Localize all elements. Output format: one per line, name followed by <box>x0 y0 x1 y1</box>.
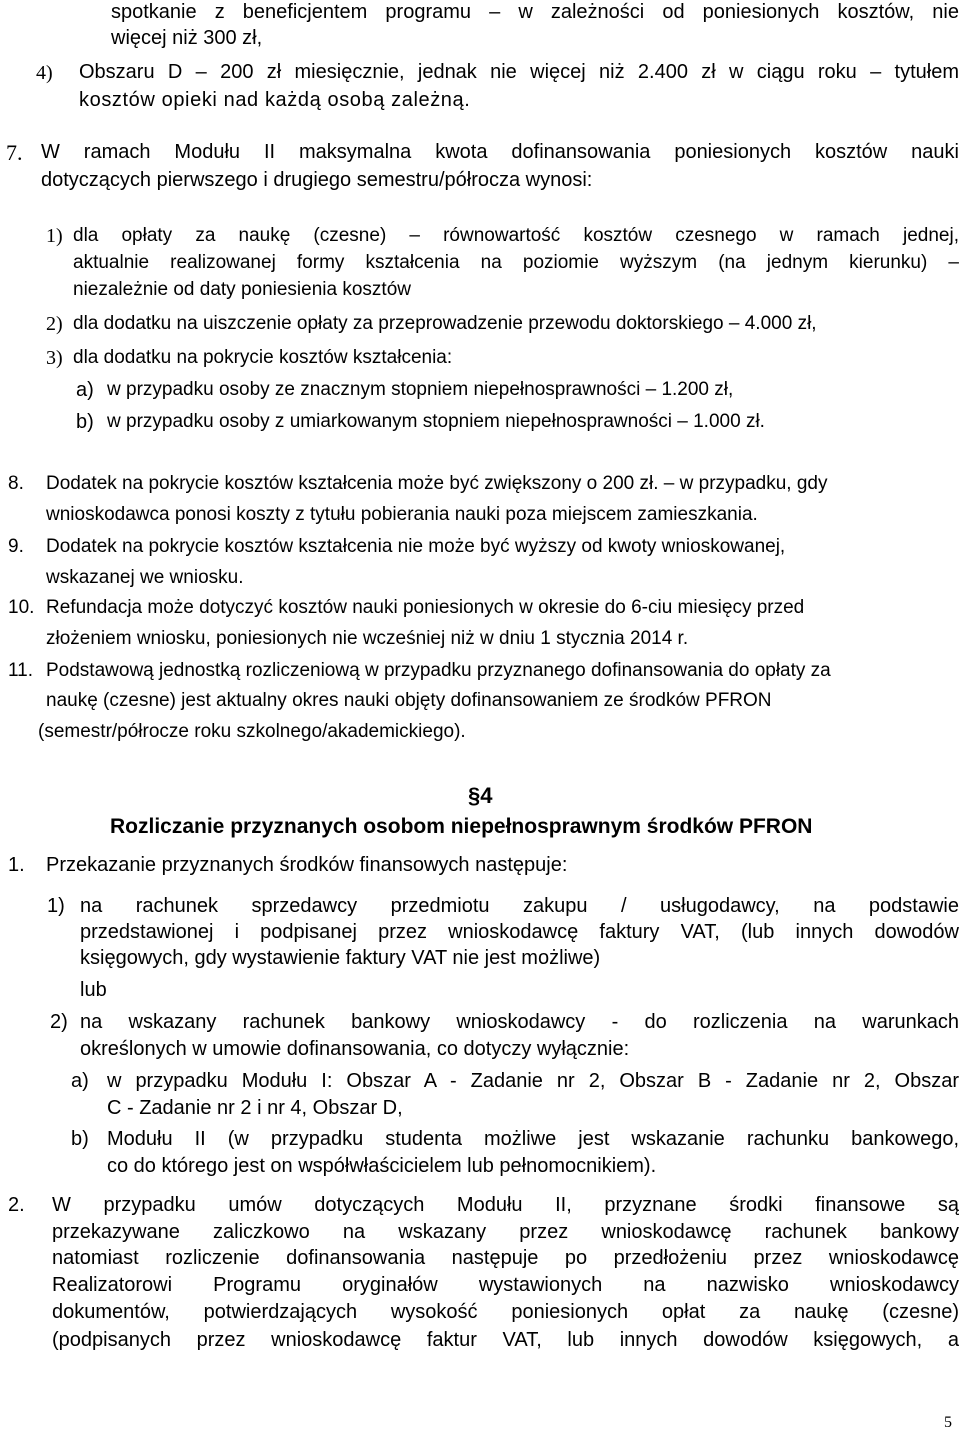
list-letter: b) <box>76 411 94 433</box>
text-line: Obszaru D – 200 zł miesięcznie, jednak nie więcej niż 2.400 zł w ciągu roku – tytułem <box>79 61 959 83</box>
list-number: 7. <box>6 140 23 165</box>
text-line: przekazywane zaliczkowo na wskazany przez wnioskodawcę rachunek bankowy <box>52 1221 959 1243</box>
section-title: Rozliczanie przyznanych osobom niepełnosprawnym środków PFRON <box>110 815 813 838</box>
list-number: 1) <box>46 225 63 247</box>
list-number: 3) <box>46 347 63 369</box>
text-line: Podstawową jednostką rozliczeniową w przypadku przyznanego dofinansowania do opłaty za <box>46 660 831 681</box>
list-number: 1) <box>47 895 65 917</box>
text-line: W przypadku umów dotyczących Modułu II, przyznane środki finansowe są <box>52 1194 959 1216</box>
text-line: w przypadku Modułu I: Obszar A - Zadanie nr 2, Obszar B - Zadanie nr 2, Obszar <box>107 1070 959 1092</box>
text-line: Dodatek na pokrycie kosztów kształcenia nie może być wyższy od kwoty wnioskowanej, <box>46 536 786 557</box>
text-line: przedstawionej i podpisanej przez wnioskodawcę faktury VAT, (lub innych dowodów <box>80 921 959 943</box>
text-line: na wskazany rachunek bankowy wnioskodawcy - do rozliczenia na warunkach <box>80 1011 959 1033</box>
list-number: 11. <box>8 660 34 681</box>
page-number: 5 <box>944 1414 952 1431</box>
text-line: Przekazanie przyznanych środków finansowych następuje: <box>46 854 568 876</box>
list-number: 2) <box>50 1011 68 1033</box>
text-line: dla dodatku na uiszczenie opłaty za przeprowadzenie przewodu doktorskiego – 4.000 zł, <box>73 313 817 334</box>
list-letter: b) <box>71 1128 89 1150</box>
text-line: na rachunek sprzedawcy przedmiotu zakupu / usługodawcy, na podstawie <box>80 895 959 917</box>
section-number: §4 <box>468 783 493 808</box>
text-line: spotkanie z beneficjentem programu – w zależności od poniesionych kosztów, nie <box>111 1 959 23</box>
text-line: natomiast rozliczenie dofinansowania następuje po przedłożeniu przez wnioskodawcę <box>52 1247 959 1269</box>
text-line: kosztów opieki nad każdą osobą zależną. <box>79 89 471 111</box>
list-number: 4) <box>36 62 53 84</box>
text-line: lub <box>80 979 107 1001</box>
text-line: co do którego jest on współwłaścicielem lub pełnomocnikiem). <box>107 1155 657 1177</box>
text-line: Modułu II (w przypadku studenta możliwe jest wskazanie rachunku bankowego, <box>107 1128 959 1150</box>
text-line: dla dodatku na pokrycie kosztów kształcenia: <box>73 347 453 368</box>
list-number: 1. <box>8 854 25 876</box>
text-line: więcej niż 300 zł, <box>111 27 263 49</box>
list-number: 2) <box>46 313 63 335</box>
text-line: dokumentów, potwierdzających wysokość poniesionych opłat za naukę (czesne) <box>52 1301 959 1323</box>
list-number: 9. <box>8 536 24 557</box>
text-line: złożeniem wniosku, poniesionych nie wcześniej niż w dniu 1 stycznia 2014 r. <box>46 628 689 649</box>
text-line: (podpisanych przez wnioskodawcę faktur VAT, lub innych dowodów księgowych, a <box>52 1329 959 1351</box>
text-line: księgowych, gdy wystawienie faktury VAT nie jest możliwe) <box>80 947 601 969</box>
text-line: aktualnie realizowanej formy kształcenia na poziomie wyższym (na jednym kierunku) – <box>73 252 959 273</box>
text-line: określonych w umowie dofinansowania, co dotyczy wyłącznie: <box>80 1038 630 1060</box>
text-line: w przypadku osoby ze znacznym stopniem niepełnosprawności – 1.200 zł, <box>107 379 734 400</box>
text-line: dotyczących pierwszego i drugiego semestru/półrocza wynosi: <box>41 169 593 191</box>
text-line: Dodatek na pokrycie kosztów kształcenia może być zwiększony o 200 zł. – w przypadku, gdy <box>46 473 828 494</box>
text-line: wnioskodawca ponosi koszty z tytułu pobierania nauki poza miejscem zamieszkania. <box>46 504 758 525</box>
text-line: wskazanej we wniosku. <box>46 567 244 588</box>
list-letter: a) <box>76 379 94 401</box>
text-line: naukę (czesne) jest aktualny okres nauki objęty dofinansowaniem ze środków PFRON <box>46 690 772 711</box>
text-line: w przypadku osoby z umiarkowanym stopniem niepełnosprawności – 1.000 zł. <box>107 411 765 432</box>
list-number: 10. <box>8 597 35 618</box>
text-line: (semestr/półrocze roku szkolnego/akademickiego). <box>38 721 466 742</box>
text-line: Refundacja może dotyczyć kosztów nauki poniesionych w okresie do 6-ciu miesięcy przed <box>46 597 805 618</box>
list-number: 8. <box>8 473 24 494</box>
text-line: Realizatorowi Programu oryginałów wystawionych na nazwisko wnioskodawcy <box>52 1274 959 1296</box>
text-line: niezależnie od daty poniesienia kosztów <box>73 279 411 300</box>
text-line: W ramach Modułu II maksymalna kwota dofinansowania poniesionych kosztów nauki <box>41 141 959 163</box>
list-number: 2. <box>8 1194 25 1216</box>
list-letter: a) <box>71 1070 89 1092</box>
text-line: dla opłaty za naukę (czesne) – równowartość kosztów czesnego w ramach jednej, <box>73 225 959 246</box>
text-line: C - Zadanie nr 2 i nr 4, Obszar D, <box>107 1097 403 1119</box>
